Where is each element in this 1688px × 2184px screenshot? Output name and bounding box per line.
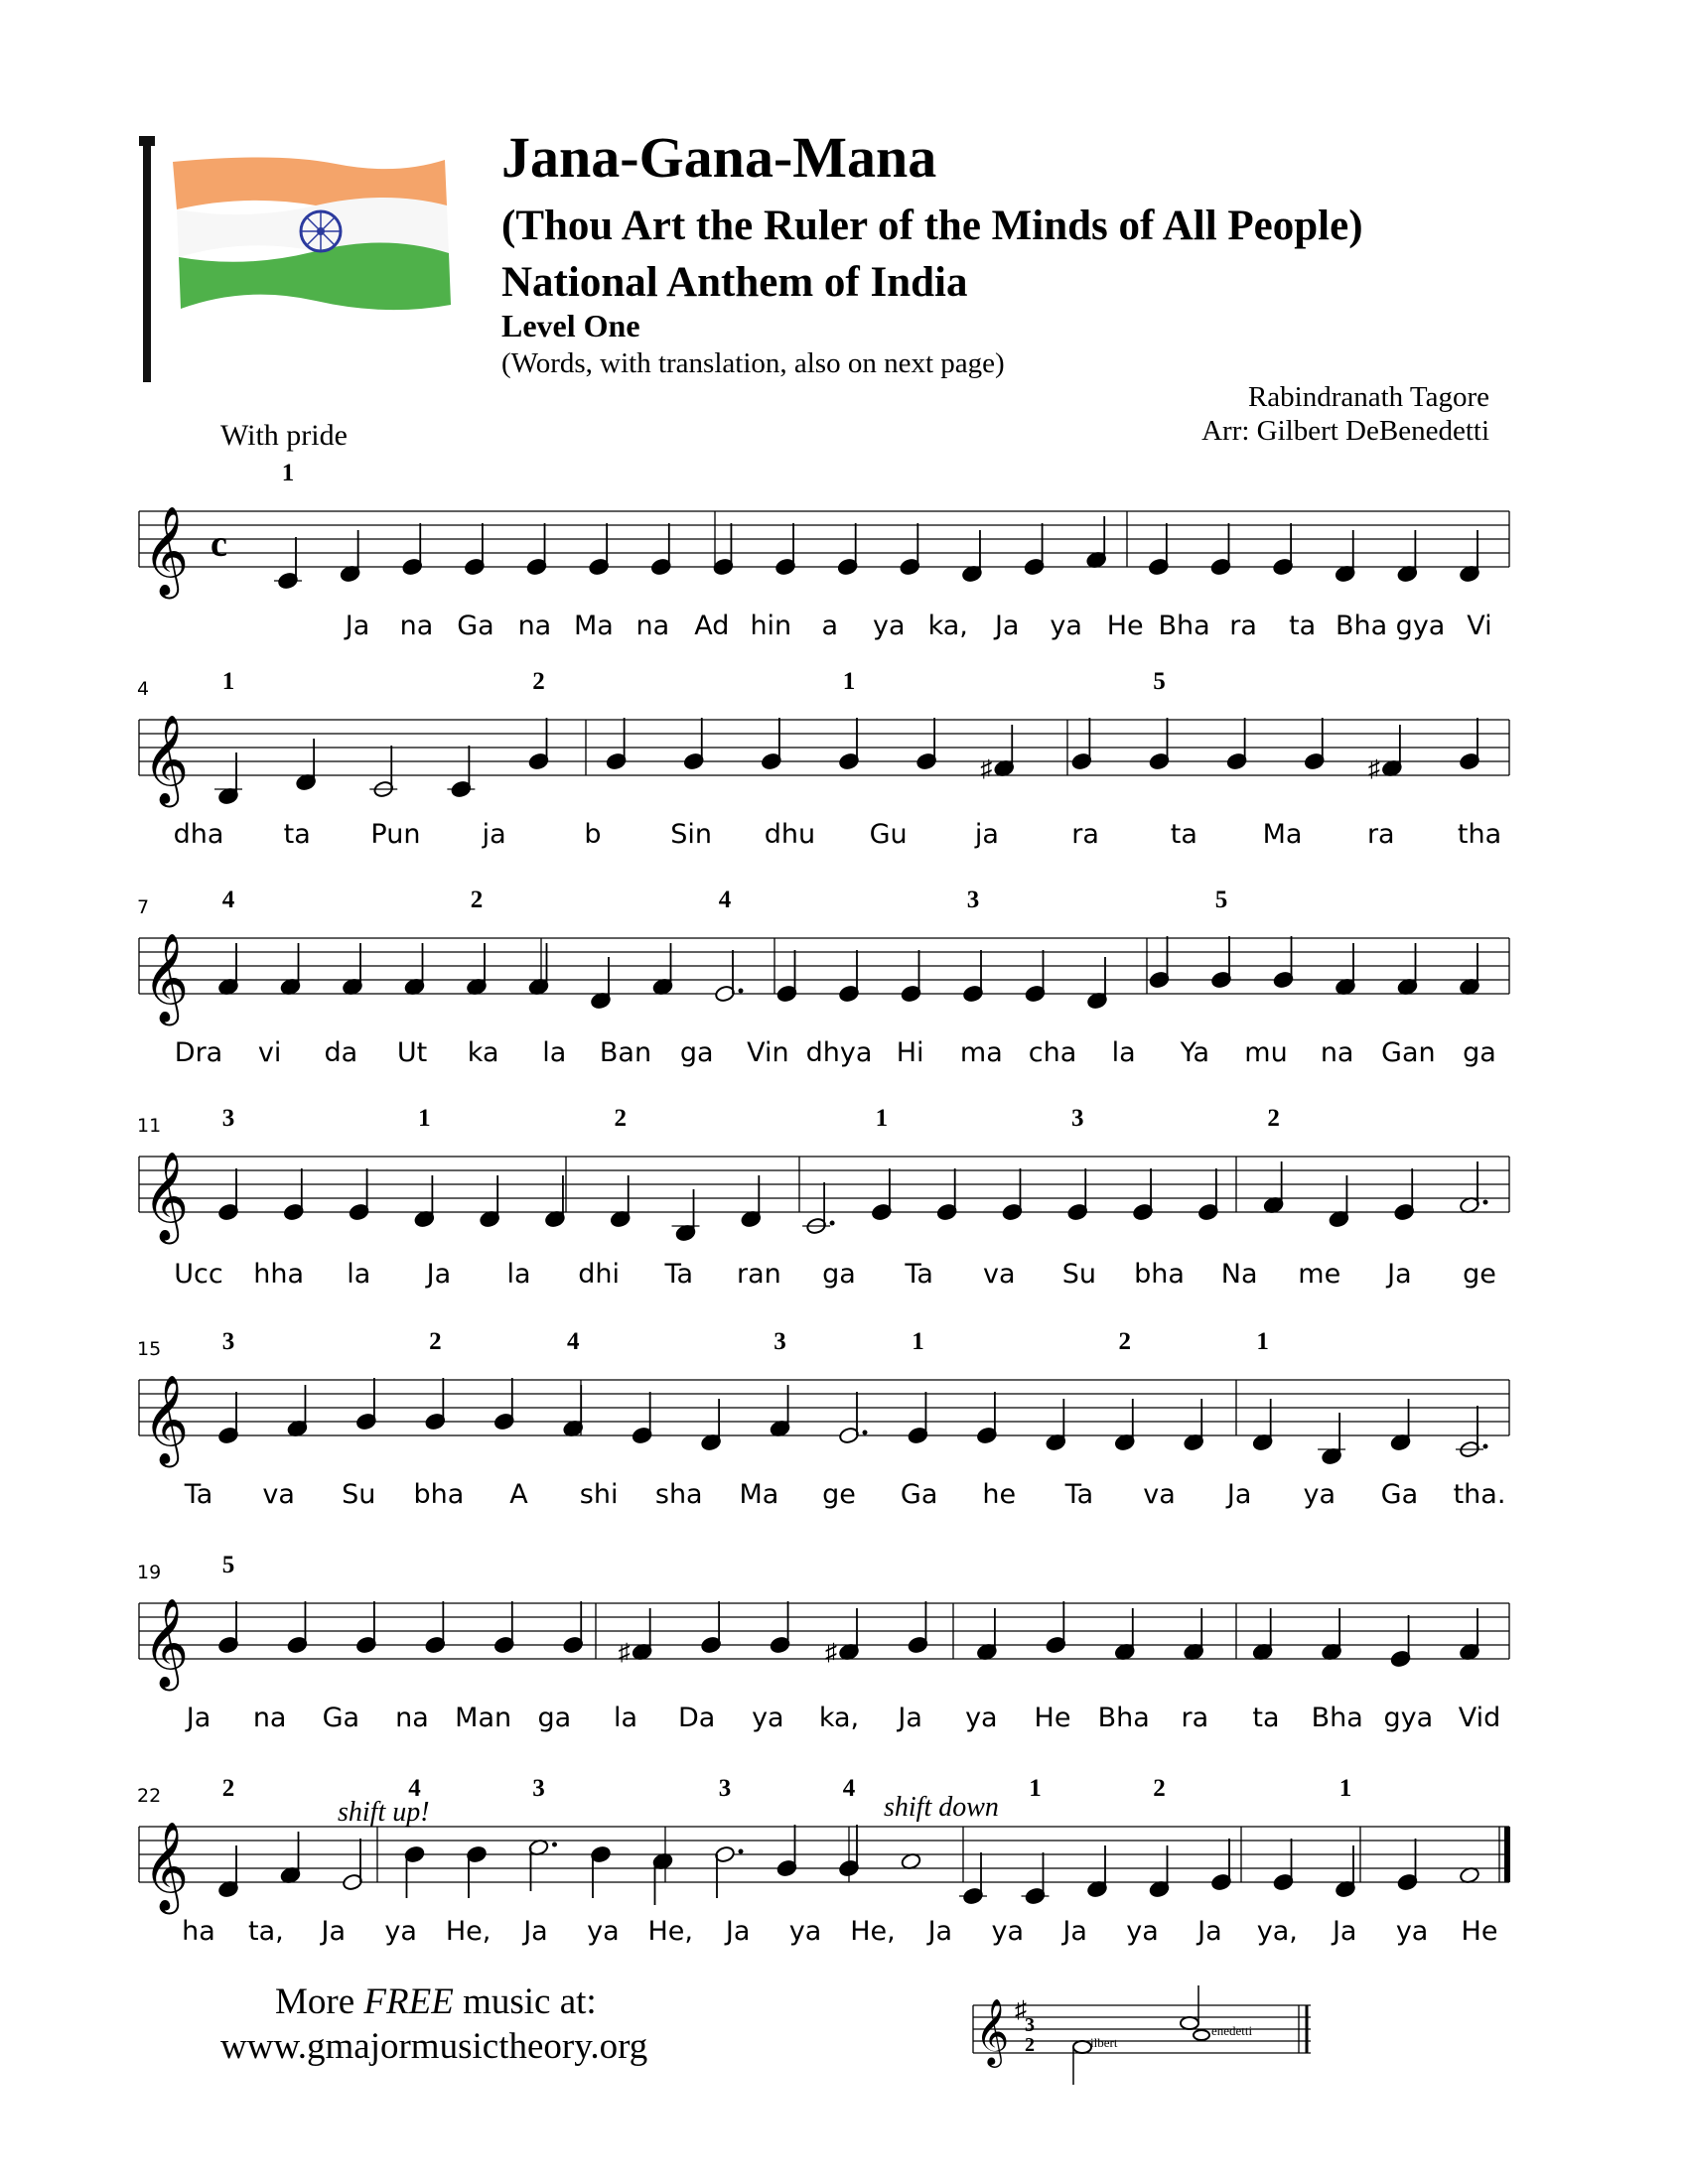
lyric-syllable: tha. <box>1453 1479 1506 1510</box>
dot <box>830 1221 835 1226</box>
lyric-syllable: ra <box>1181 1703 1209 1733</box>
india-flag-image <box>137 134 465 392</box>
lyric-syllable: Ta <box>664 1259 694 1290</box>
lyric-syllable: Bha <box>1335 611 1388 641</box>
fingering-number: 2 <box>1267 1105 1280 1132</box>
lyric-syllable: Ja <box>1226 1479 1252 1510</box>
sharp-sign: ♯ <box>980 756 993 782</box>
staff-system <box>0 1350 1688 1489</box>
lyric-syllable: Ja <box>1197 1916 1222 1947</box>
measure-number: 7 <box>137 896 150 918</box>
lyric-syllable: He, <box>647 1916 693 1947</box>
staff-system <box>0 481 1688 620</box>
lyric-syllable: ge <box>822 1479 856 1510</box>
lyric-syllable: ra <box>1229 611 1257 641</box>
lyric-syllable: Na <box>1220 1259 1258 1290</box>
lyric-syllable: ran <box>736 1259 781 1290</box>
lyric-syllable: ta <box>1289 611 1317 641</box>
lyric-syllable: ya <box>1395 1916 1429 1947</box>
lyric-syllable: Gu <box>869 819 908 850</box>
lyric-syllable: ya <box>1303 1479 1336 1510</box>
lyric-syllable: Ja <box>1062 1916 1087 1947</box>
lyric-syllable: hin <box>750 611 792 641</box>
lyric-syllable: He <box>1461 1916 1498 1947</box>
lyric-syllable: bha <box>413 1479 465 1510</box>
lyric-syllable: Ja <box>898 1703 922 1733</box>
lyric-syllable: ya <box>872 611 906 641</box>
lyric-syllable: ge <box>1463 1259 1496 1290</box>
lyric-syllable: vi <box>257 1037 282 1068</box>
lyric-syllable: Vi <box>1467 611 1492 641</box>
staff-system <box>0 1573 1688 1712</box>
lyric-syllable: He <box>1106 611 1144 641</box>
lyric-syllable: Ut <box>396 1037 428 1068</box>
staff-system <box>0 1797 1688 1936</box>
measure-number: 15 <box>137 1338 162 1360</box>
lyric-syllable: gya <box>1383 1703 1434 1733</box>
svg-text:enedetti: enedetti <box>1211 2023 1253 2038</box>
lyric-syllable: Vid <box>1458 1703 1501 1733</box>
lyric-syllable: Ad <box>694 611 730 641</box>
lyric-syllable: Dra <box>174 1037 223 1068</box>
lyric-syllable: ya <box>1126 1916 1159 1947</box>
staff-system <box>0 908 1688 1047</box>
lyric-syllable: Ban <box>599 1037 652 1068</box>
footer-url[interactable]: www.gmajormusictheory.org <box>220 2026 648 2067</box>
lyric-syllable: dha <box>173 819 224 850</box>
svg-text:2: 2 <box>1025 2034 1035 2056</box>
footer-text-post: music at: <box>453 1981 597 2022</box>
lyric-syllable: a <box>821 611 839 641</box>
treble-clef: 𝄞 <box>143 1376 190 1462</box>
fingering-number: 4 <box>566 1328 580 1355</box>
lyric-syllable: bha <box>1134 1259 1185 1290</box>
fingering-number: 4 <box>842 1775 856 1802</box>
fingering-number: 1 <box>281 460 295 486</box>
measure-number: 11 <box>137 1115 162 1137</box>
lyric-syllable: Hi <box>896 1037 924 1068</box>
lyric-syllable: Ga <box>900 1479 938 1510</box>
lyric-syllable: la <box>542 1037 567 1068</box>
lyric-syllable: ya <box>587 1916 620 1947</box>
fingering-number: 5 <box>221 1552 235 1578</box>
lyric-syllable: va <box>982 1259 1016 1290</box>
lyric-syllable: He, <box>445 1916 492 1947</box>
svg-text:𝄞: 𝄞 <box>975 1999 1010 2064</box>
lyric-syllable: Ta <box>905 1259 933 1290</box>
fingering-number: 1 <box>842 668 856 695</box>
lyric-syllable: ga <box>1463 1037 1496 1068</box>
lyric-syllable: Vin <box>747 1037 789 1068</box>
lyric-syllable: Gan <box>1381 1037 1436 1068</box>
fingering-number: 1 <box>1338 1775 1352 1802</box>
fingering-number: 4 <box>221 887 235 913</box>
lyric-syllable: Da <box>677 1703 716 1733</box>
fingering-number: 5 <box>1214 887 1228 913</box>
fingering-number: 1 <box>418 1105 431 1132</box>
measure-number: 19 <box>137 1562 162 1583</box>
lyric-syllable: Bha <box>1097 1703 1150 1733</box>
dot <box>863 1431 868 1435</box>
lyric-syllable: Ja <box>321 1916 347 1947</box>
lyric-syllable: ra <box>1366 819 1395 850</box>
lyric-syllable: tha <box>1457 819 1502 850</box>
lyric-syllable: He, <box>850 1916 896 1947</box>
lyric-syllable: Ja <box>1332 1916 1357 1947</box>
final-barline-thick <box>1504 1827 1510 1882</box>
subtitle: (Thou Art the Ruler of the Minds of All People) <box>501 203 1363 249</box>
dot <box>739 989 744 994</box>
performance-annotation: shift down <box>884 1792 999 1823</box>
staff-system <box>0 1127 1688 1266</box>
lyric-syllable: Ja <box>426 1259 452 1290</box>
gilbert-debenedetti-logo <box>963 1976 1321 2095</box>
fingering-number: 1 <box>875 1105 889 1132</box>
lyric-syllable: cha <box>1028 1037 1077 1068</box>
lyric-syllable: dhi <box>578 1259 621 1290</box>
lyric-syllable: Ja <box>186 1703 211 1733</box>
lyric-syllable: na <box>517 611 552 641</box>
lyric-syllable: Ya <box>1180 1037 1209 1068</box>
footer-text-free: FREE <box>363 1981 454 2022</box>
lyric-syllable: ya, <box>1256 1916 1298 1947</box>
fingering-number: 1 <box>912 1328 924 1355</box>
fingering-number: 1 <box>1029 1775 1042 1802</box>
treble-clef: 𝄞 <box>143 507 190 594</box>
lyric-syllable: Sin <box>670 819 713 850</box>
treble-clef: 𝄞 <box>143 934 190 1021</box>
logo-text: ilbert <box>1090 2035 1118 2050</box>
lyric-syllable: Pun <box>370 819 421 850</box>
fingering-number: 2 <box>1153 1775 1166 1802</box>
lyric-syllable: ga <box>822 1259 856 1290</box>
fingering-number: 3 <box>718 1775 732 1802</box>
fingering-number: 5 <box>1153 668 1166 695</box>
lyric-syllable: mu <box>1244 1037 1288 1068</box>
fingering-number: 4 <box>718 887 732 913</box>
lyric-syllable: Ja <box>1387 1259 1412 1290</box>
lyric-syllable: ya <box>384 1916 417 1947</box>
dot <box>1483 1444 1488 1449</box>
lyric-syllable: ha <box>182 1916 215 1947</box>
lyric-syllable: Man <box>455 1703 512 1733</box>
lyric-syllable: Su <box>342 1479 376 1510</box>
lyric-syllable: dhya <box>805 1037 873 1068</box>
lyric-syllable: ka, <box>818 1703 860 1733</box>
lyric-syllable: ya <box>1050 611 1082 641</box>
next-page-note: (Words, with translation, also on next page) <box>501 347 1005 379</box>
lyric-syllable: Ta <box>184 1479 213 1510</box>
lyric-syllable: la <box>347 1259 371 1290</box>
svg-text:3: 3 <box>1025 2014 1035 2036</box>
lyric-syllable: Ja <box>725 1916 751 1947</box>
sharp-sign: ♯ <box>618 1640 631 1666</box>
fingering-number: 2 <box>429 1328 442 1355</box>
level-label: Level One <box>501 308 640 343</box>
lyric-syllable: ya <box>991 1916 1024 1947</box>
lyric-syllable: la <box>1111 1037 1136 1068</box>
lyric-syllable: ga <box>679 1037 714 1068</box>
composer: Rabindranath Tagore <box>1247 381 1489 413</box>
treble-clef: 𝄞 <box>143 1823 190 1909</box>
treble-clef: 𝄞 <box>143 716 190 802</box>
fingering-number: 3 <box>532 1775 545 1802</box>
lyric-syllable: ya <box>752 1703 784 1733</box>
lyric-syllable: A <box>509 1479 528 1510</box>
fingering-number: 4 <box>408 1775 421 1802</box>
lyric-syllable: He <box>1034 1703 1071 1733</box>
fingering-number: 2 <box>470 887 484 913</box>
treble-clef: 𝄞 <box>143 1153 190 1239</box>
lyric-syllable: dhu <box>764 819 816 850</box>
lyric-syllable: na <box>635 611 670 641</box>
fingering-number: 3 <box>221 1105 235 1132</box>
lyric-syllable: Ucc <box>174 1259 223 1290</box>
lyric-syllable: Ja <box>994 611 1020 641</box>
lyric-syllable: Ja <box>345 611 370 641</box>
lyric-syllable: Ja <box>523 1916 548 1947</box>
lyric-syllable: ra <box>1071 819 1099 850</box>
lyric-syllable: shi <box>579 1479 619 1510</box>
lyric-syllable: Bha <box>1158 611 1210 641</box>
page-title: Jana-Gana-Mana <box>501 125 937 190</box>
dot <box>739 1849 744 1854</box>
performance-annotation: shift up! <box>338 1797 430 1828</box>
fingering-number: 2 <box>532 668 545 695</box>
lyric-syllable: na <box>252 1703 287 1733</box>
lyric-syllable: Ta <box>1064 1479 1094 1510</box>
lyric-syllable: ka, <box>927 611 968 641</box>
dot <box>1483 1200 1488 1205</box>
lyric-syllable: da <box>324 1037 358 1068</box>
lyric-syllable: Ga <box>457 611 494 641</box>
lyric-syllable: Su <box>1061 1259 1097 1290</box>
measure-number: 4 <box>137 678 150 700</box>
lyric-syllable: sha <box>654 1479 703 1510</box>
lyric-syllable: la <box>506 1259 531 1290</box>
lyric-syllable: ja <box>974 819 999 850</box>
sharp-sign: ♯ <box>825 1640 837 1666</box>
lyric-syllable: ta <box>1252 1703 1280 1733</box>
lyric-syllable: Ma <box>573 611 614 641</box>
lyric-syllable: me <box>1298 1259 1341 1290</box>
lyric-syllable: ga <box>537 1703 572 1733</box>
lyric-syllable: va <box>262 1479 295 1510</box>
fingering-number: 1 <box>221 668 235 695</box>
lyric-syllable: ta <box>1170 819 1197 850</box>
lyric-syllable: Ga <box>322 1703 360 1733</box>
lyric-syllable: ta, <box>248 1916 284 1947</box>
lyric-syllable: ya <box>965 1703 998 1733</box>
lyric-syllable: va <box>1143 1479 1176 1510</box>
fingering-number: 2 <box>614 1105 627 1132</box>
svg-text:♯: ♯ <box>1015 1997 1027 2023</box>
lyric-syllable: gya <box>1395 611 1446 641</box>
lyric-syllable: ka <box>467 1037 499 1068</box>
fingering-number: 1 <box>1256 1328 1269 1355</box>
lyric-syllable: Ma <box>1262 819 1303 850</box>
dot <box>552 1843 557 1847</box>
fingering-number: 2 <box>1118 1328 1132 1355</box>
time-signature: c <box>211 523 227 565</box>
sharp-sign: ♯ <box>1367 756 1380 782</box>
fingering-number: 3 <box>221 1328 235 1355</box>
tempo-marking: With pride <box>220 419 348 452</box>
treble-clef: 𝄞 <box>143 1599 190 1686</box>
lyric-syllable: Bha <box>1311 1703 1363 1733</box>
lyric-syllable: b <box>584 819 602 850</box>
lyric-syllable: he <box>982 1479 1017 1510</box>
measure-number: 22 <box>137 1785 162 1807</box>
staff-system <box>0 690 1688 829</box>
lyric-syllable: na <box>1320 1037 1354 1068</box>
footer-free-music <box>275 1980 597 2023</box>
lyric-syllable: ta <box>283 819 311 850</box>
fingering-number: 2 <box>221 1775 235 1802</box>
subtitle-national-anthem: National Anthem of India <box>501 259 968 306</box>
lyric-syllable: Ja <box>927 1916 953 1947</box>
lyric-syllable: Ma <box>739 1479 779 1510</box>
lyric-syllable: na <box>395 1703 429 1733</box>
arranger: Arr: Gilbert DeBenedetti <box>1201 415 1489 447</box>
lyric-syllable: na <box>399 611 434 641</box>
lyric-syllable: ja <box>482 819 506 850</box>
fingering-number: 3 <box>774 1328 786 1355</box>
lyric-syllable: ma <box>959 1037 1003 1068</box>
fingering-number: 3 <box>966 887 980 913</box>
fingering-number: 3 <box>1071 1105 1084 1132</box>
lyric-syllable: la <box>613 1703 638 1733</box>
lyric-syllable: Ga <box>1380 1479 1419 1510</box>
footer-text-pre: More <box>275 1981 364 2022</box>
lyric-syllable: hha <box>253 1259 305 1290</box>
lyric-syllable: ya <box>788 1916 822 1947</box>
